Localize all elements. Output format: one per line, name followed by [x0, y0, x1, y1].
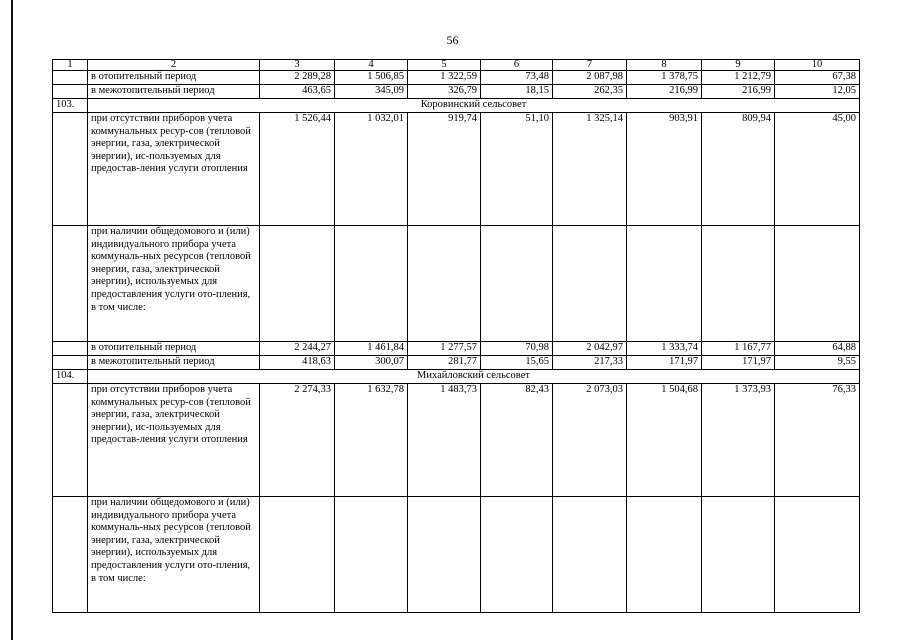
value-cell: 12,05	[775, 85, 860, 99]
value-cell	[553, 226, 627, 342]
table-row	[53, 342, 860, 356]
value-cell: 2 289,28	[260, 71, 335, 85]
value-cell	[335, 226, 408, 342]
value-cell	[627, 497, 702, 613]
value-cell: 1 325,14	[553, 113, 627, 226]
value-cell	[775, 226, 860, 342]
value-cell: 1 277,57	[408, 342, 481, 356]
value-cell: 281,77	[408, 356, 481, 370]
value-cell	[702, 226, 775, 342]
value-cell: 809,94	[702, 113, 775, 226]
value-cell: 1 212,79	[702, 71, 775, 85]
value-cell: 1 526,44	[260, 113, 335, 226]
value-cell: 51,10	[481, 113, 553, 226]
margin-line	[11, 0, 13, 640]
value-cell	[553, 497, 627, 613]
tariff-table	[52, 59, 860, 613]
value-cell: 326,79	[408, 85, 481, 99]
value-cell: 2 274,33	[260, 384, 335, 497]
row-label: при наличии общедомового и (или) индивидуального прибора учета коммуналь-ных ресурсов (тепловой энергии, газа, электрической энергии), используемых для предоставления услуги ото-пления, в том числе:	[88, 226, 260, 342]
row-number-cell	[53, 384, 88, 497]
row-number-cell	[53, 226, 88, 342]
value-cell	[702, 497, 775, 613]
header-cell: 6	[481, 60, 553, 71]
header-cell: 3	[260, 60, 335, 71]
value-cell: 64,88	[775, 342, 860, 356]
table-row	[53, 356, 860, 370]
row-number-cell	[53, 497, 88, 613]
value-cell: 463,65	[260, 85, 335, 99]
row-number-cell	[53, 113, 88, 226]
value-cell: 1 632,78	[335, 384, 408, 497]
section-title: Михайловский сельсовет	[88, 370, 860, 384]
header-cell: 8	[627, 60, 702, 71]
value-cell: 919,74	[408, 113, 481, 226]
value-cell	[260, 497, 335, 613]
section-title: Коровинский сельсовет	[88, 99, 860, 113]
section-number: 103.	[53, 99, 88, 113]
row-label: в отопительный период	[88, 342, 260, 356]
value-cell	[335, 497, 408, 613]
value-cell: 1 333,74	[627, 342, 702, 356]
value-cell: 1 167,77	[702, 342, 775, 356]
value-cell: 1 506,85	[335, 71, 408, 85]
value-cell: 15,65	[481, 356, 553, 370]
row-number-cell	[53, 85, 88, 99]
row-number-cell	[53, 342, 88, 356]
header-cell: 9	[702, 60, 775, 71]
value-cell: 73,48	[481, 71, 553, 85]
section-row	[53, 370, 860, 384]
value-cell: 1 373,93	[702, 384, 775, 497]
row-label: в межотопительный период	[88, 85, 260, 99]
value-cell: 82,43	[481, 384, 553, 497]
header-cell: 5	[408, 60, 481, 71]
table-row	[53, 226, 860, 342]
value-cell	[481, 497, 553, 613]
value-cell: 1 032,01	[335, 113, 408, 226]
page-number: 56	[446, 33, 459, 47]
table-row	[53, 71, 860, 85]
value-cell: 1 461,84	[335, 342, 408, 356]
value-cell: 216,99	[627, 85, 702, 99]
value-cell: 1 378,75	[627, 71, 702, 85]
value-cell	[627, 226, 702, 342]
row-number-cell	[53, 356, 88, 370]
value-cell: 2 244,27	[260, 342, 335, 356]
value-cell: 171,97	[627, 356, 702, 370]
table-row	[53, 113, 860, 226]
value-cell: 18,15	[481, 85, 553, 99]
value-cell: 300,07	[335, 356, 408, 370]
row-number-cell	[53, 71, 88, 85]
value-cell: 903,91	[627, 113, 702, 226]
section-row	[53, 99, 860, 113]
header-cell: 10	[775, 60, 860, 71]
value-cell	[408, 226, 481, 342]
header-cell: 4	[335, 60, 408, 71]
section-number: 104.	[53, 370, 88, 384]
row-label: в отопительный период	[88, 71, 260, 85]
value-cell: 345,09	[335, 85, 408, 99]
row-label: при отсутствии приборов учета коммунальных ресур-сов (тепловой энергии, газа, электрической энергии), ис-пользуемых для предостав-ления услуги отопления	[88, 384, 260, 497]
value-cell: 2 073,03	[553, 384, 627, 497]
header-cell: 1	[53, 60, 88, 71]
value-cell: 9,55	[775, 356, 860, 370]
table-row	[53, 85, 860, 99]
value-cell	[408, 497, 481, 613]
value-cell: 1 483,73	[408, 384, 481, 497]
table-row	[53, 497, 860, 613]
row-label: в межотопительный период	[88, 356, 260, 370]
value-cell: 2 087,98	[553, 71, 627, 85]
value-cell: 70,98	[481, 342, 553, 356]
header-cell: 7	[553, 60, 627, 71]
value-cell	[775, 497, 860, 613]
row-label: при наличии общедомового и (или) индивидуального прибора учета коммуналь-ных ресурсов (тепловой энергии, газа, электрической энергии), используемых для предоставления услуги ото-пления, в том числе:	[88, 497, 260, 613]
value-cell: 262,35	[553, 85, 627, 99]
value-cell: 216,99	[702, 85, 775, 99]
value-cell: 418,63	[260, 356, 335, 370]
value-cell: 76,33	[775, 384, 860, 497]
header-row	[53, 60, 860, 71]
table-row	[53, 384, 860, 497]
value-cell: 67,38	[775, 71, 860, 85]
value-cell: 45,00	[775, 113, 860, 226]
value-cell: 171,97	[702, 356, 775, 370]
value-cell	[260, 226, 335, 342]
row-label: при отсутствии приборов учета коммунальных ресур-сов (тепловой энергии, газа, электрической энергии), ис-пользуемых для предостав-ления услуги отопления	[88, 113, 260, 226]
value-cell: 1 322,59	[408, 71, 481, 85]
value-cell: 2 042,97	[553, 342, 627, 356]
value-cell: 1 504,68	[627, 384, 702, 497]
value-cell	[481, 226, 553, 342]
header-cell: 2	[88, 60, 260, 71]
value-cell: 217,33	[553, 356, 627, 370]
